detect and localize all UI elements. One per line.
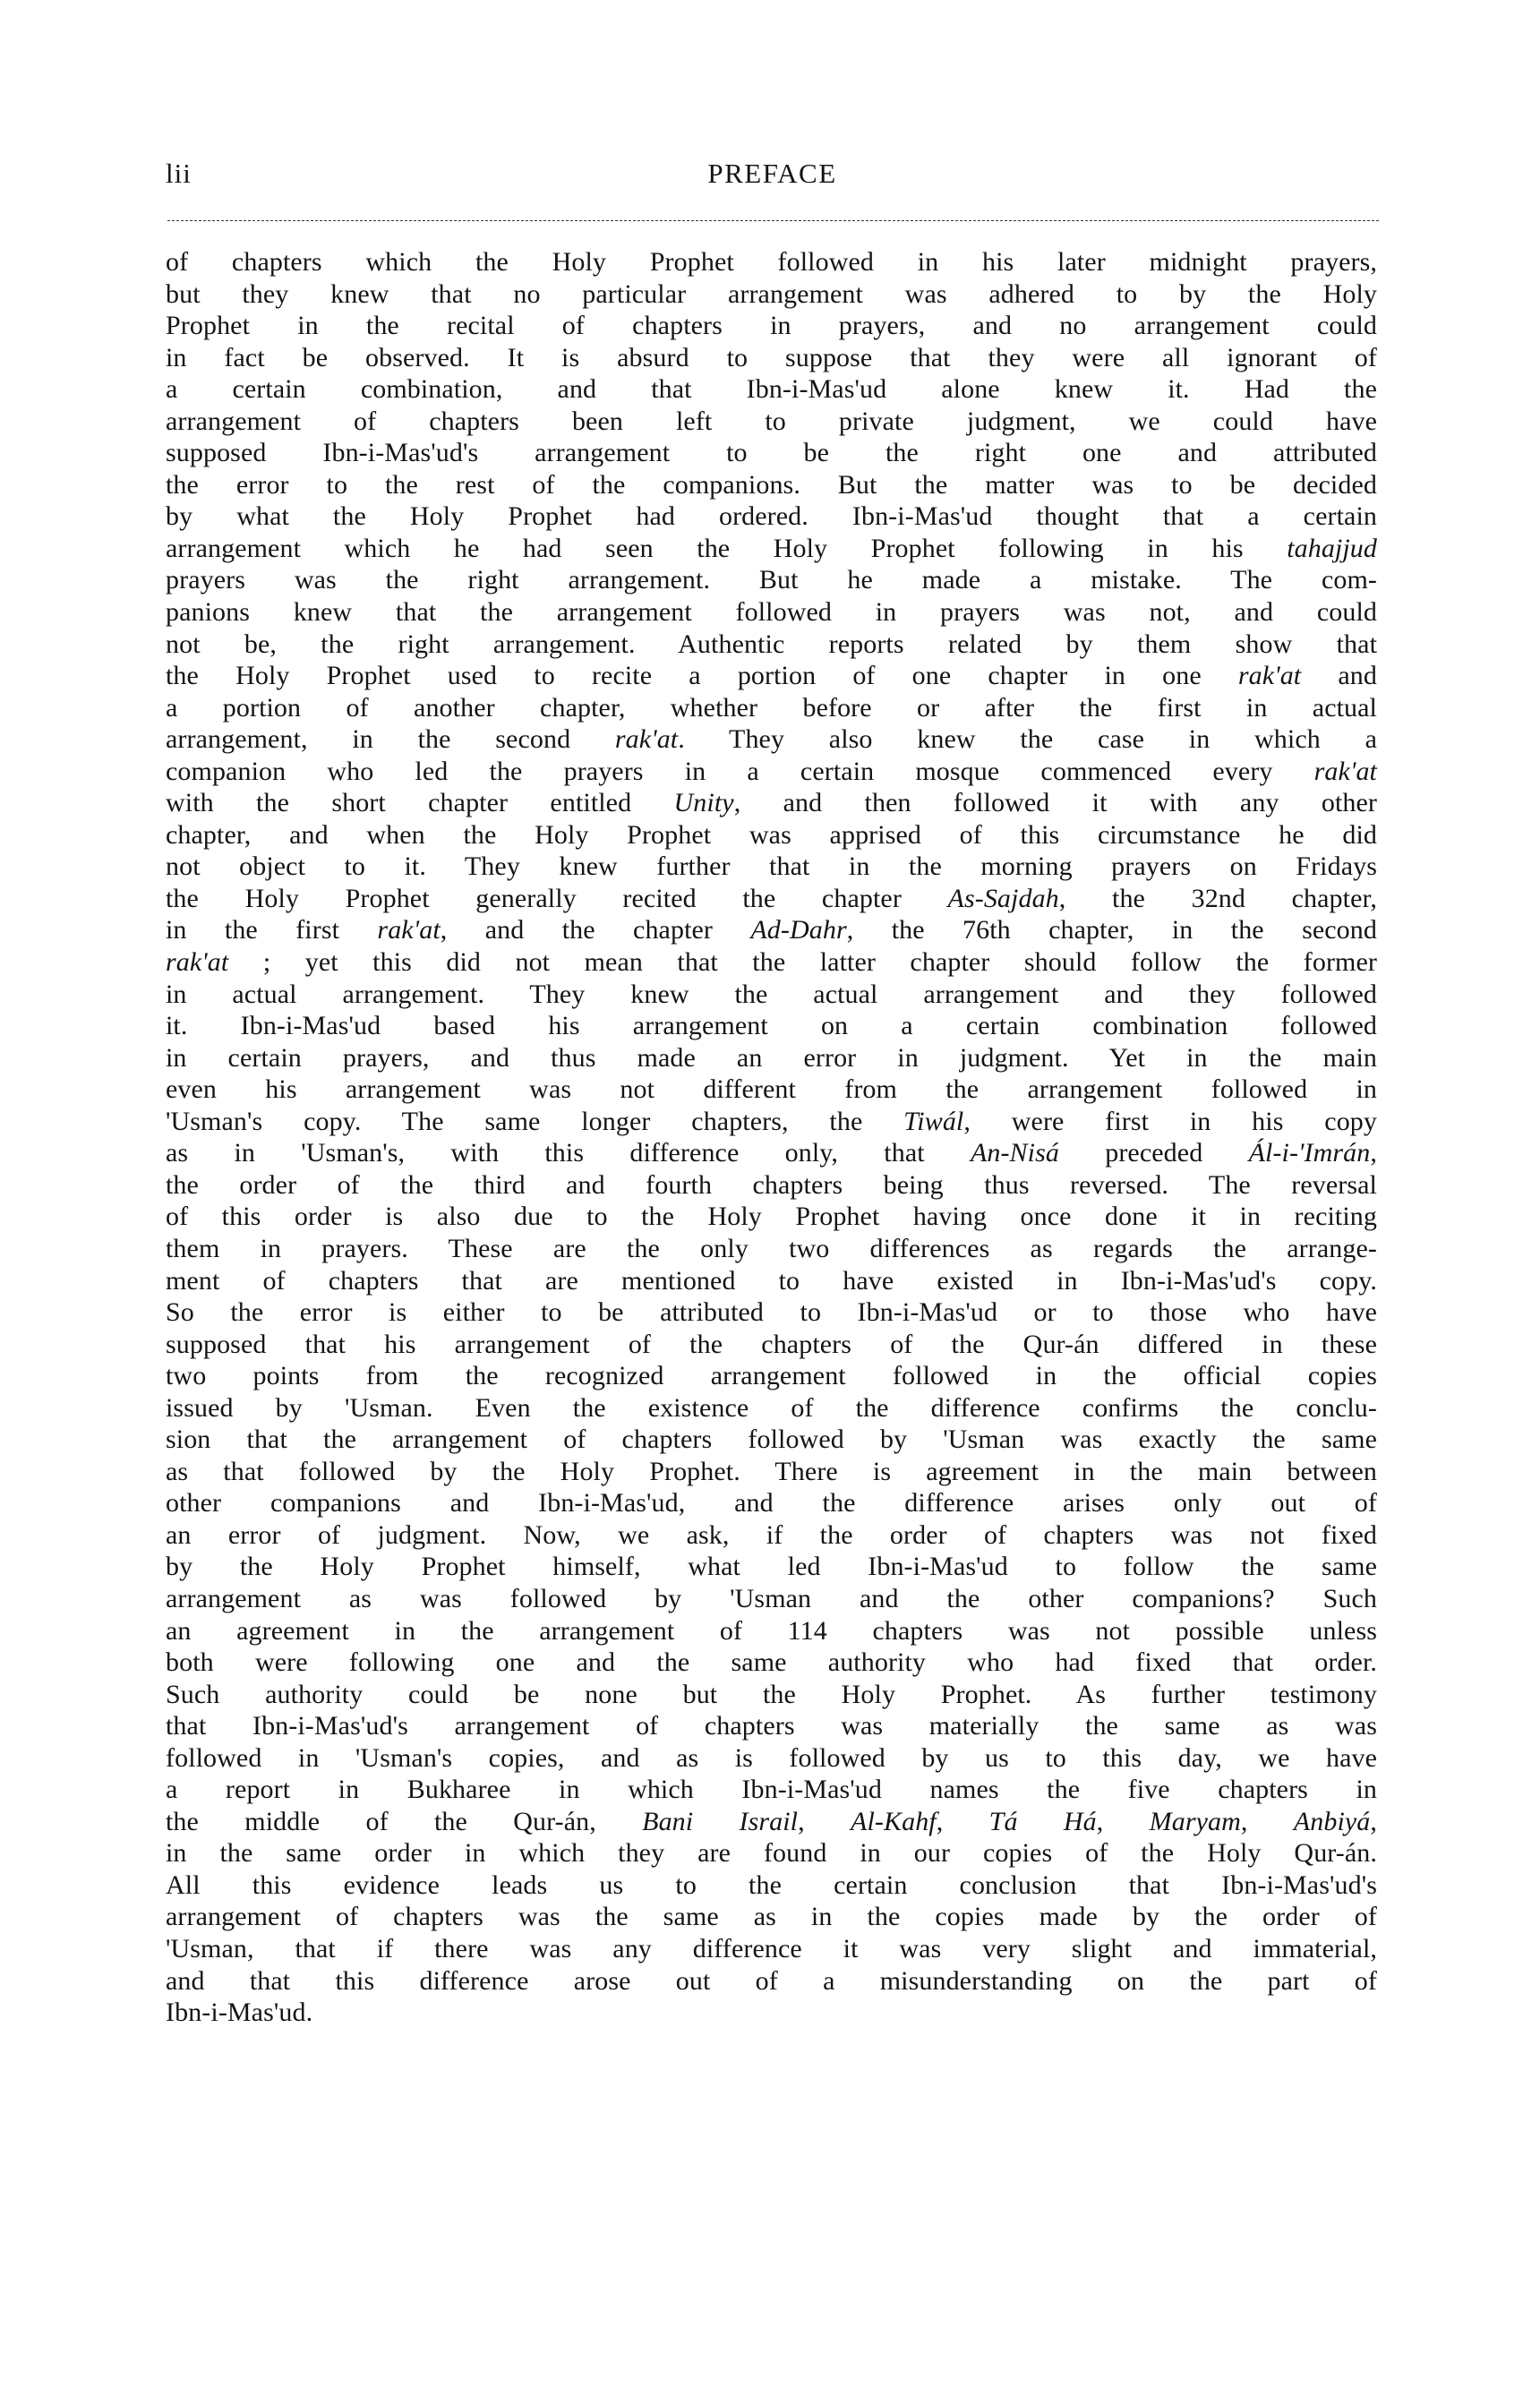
text-segment: of this order is also due to the Holy Prophet having once done it in reciting xyxy=(166,1202,1377,1232)
italic-term: An-Nisá xyxy=(970,1138,1059,1168)
text-segment: in fact be observed. It is absurd to suppose that they were all ignorant of xyxy=(166,342,1377,372)
text-segment: So the error is either to be attributed to Ibn-i-Mas'ud or to those who have xyxy=(166,1297,1377,1328)
text-segment: , xyxy=(936,1806,989,1836)
text-line xyxy=(166,1901,1377,1933)
text-line xyxy=(166,756,1377,788)
text-segment: , xyxy=(1096,1806,1150,1836)
text-segment: the middle of the Qur-án, xyxy=(166,1806,643,1836)
text-segment: of chapters which the Holy Prophet followed in his later midnight prayers, xyxy=(166,247,1377,277)
text-segment: ; yet this did not mean that the latter chapter should follow the former xyxy=(228,947,1377,978)
text-line xyxy=(166,564,1377,596)
text-segment: two points from the recognized arrangement followed in the official copies xyxy=(166,1361,1377,1391)
text-line xyxy=(166,1710,1377,1742)
text-segment: sion that the arrangement of chapters followed by 'Usman was exactly the same xyxy=(166,1424,1377,1455)
text-line xyxy=(166,533,1377,565)
text-segment: an agreement in the arrangement of 114 chapters was not possible unless xyxy=(166,1615,1377,1646)
text-line xyxy=(166,1551,1377,1583)
text-line xyxy=(166,1201,1377,1233)
italic-term: Tá Há xyxy=(988,1806,1097,1836)
text-segment: as that followed by the Holy Prophet. There is agreement in the main between xyxy=(166,1456,1377,1486)
text-line xyxy=(166,1265,1377,1297)
text-line xyxy=(166,1074,1377,1106)
text-line xyxy=(166,1296,1377,1329)
text-segment: , were first in his copy xyxy=(963,1106,1377,1136)
text-segment: in the same order in which they are found in our copies of the Holy Qur-án. xyxy=(166,1838,1377,1869)
text-line xyxy=(166,1869,1377,1902)
text-segment: . They also knew the case in which a xyxy=(678,724,1377,755)
text-segment: issued by 'Usman. Even the existence of the difference confirms the conclu- xyxy=(166,1392,1377,1423)
text-line xyxy=(166,1997,1377,2029)
text-line xyxy=(166,819,1377,851)
text-segment: both were following one and the same authority who had fixed that order. xyxy=(166,1647,1377,1678)
text-line xyxy=(166,787,1377,819)
italic-term: Maryam xyxy=(1149,1806,1241,1836)
text-segment: by what the Holy Prophet had ordered. Ibn-i-Mas'ud thought that a certain xyxy=(166,501,1377,532)
text-segment: Such authority could be none but the Holy Prophet. As further testimony xyxy=(166,1679,1377,1709)
text-line xyxy=(166,1137,1377,1169)
text-segment: followed in 'Usman's copies, and as is followed by us to this day, we have xyxy=(166,1742,1377,1773)
italic-term: rak'at xyxy=(166,947,229,978)
text-segment: and that this difference arose out of a misunderstanding on the part of xyxy=(166,1965,1377,1996)
text-line xyxy=(166,246,1377,278)
text-segment: arrangement, in the second xyxy=(166,724,615,755)
text-line xyxy=(166,914,1377,946)
text-segment: it. Ibn-i-Mas'ud based his arrangement on a certain combination followed xyxy=(166,1011,1377,1041)
text-line xyxy=(166,1742,1377,1775)
text-segment: the order of the third and fourth chapters being thus reversed. The reversal xyxy=(166,1169,1377,1200)
text-segment: companion who led the prayers in a certain mosque commenced every xyxy=(166,756,1314,786)
text-segment: , xyxy=(798,1806,851,1836)
text-line xyxy=(166,1519,1377,1552)
text-segment: the error to the rest of the companions. But the matter was to be decided xyxy=(166,469,1377,500)
text-segment: , the 76th chapter, in the second xyxy=(846,915,1377,945)
text-segment: prayers was the right arrangement. But he made a mistake. The com- xyxy=(166,565,1377,595)
text-segment: that Ibn-i-Mas'ud's arrangement of chapters was materially the same as was xyxy=(166,1711,1377,1741)
text-segment: ment of chapters that are mentioned to have existed in Ibn-i-Mas'ud's copy. xyxy=(166,1265,1377,1296)
text-segment: the Holy Prophet generally recited the chapter xyxy=(166,883,948,913)
text-segment: even his arrangement was not different from the arrangement followed in xyxy=(166,1074,1377,1105)
italic-term: Anbiyá xyxy=(1293,1806,1371,1836)
text-line xyxy=(166,1965,1377,1998)
text-segment: with the short chapter entitled xyxy=(166,788,674,818)
text-line xyxy=(166,1933,1377,1965)
text-line xyxy=(166,342,1377,374)
page-header xyxy=(166,154,1379,193)
text-segment: arrangement of chapters been left to private judgment, we could have xyxy=(166,406,1377,436)
text-segment: by the Holy Prophet himself, what led Ibn-i-Mas'ud to follow the same xyxy=(166,1552,1377,1582)
text-segment: , xyxy=(1240,1806,1294,1836)
text-line xyxy=(166,1837,1377,1869)
text-line xyxy=(166,851,1377,883)
italic-term: rak'at xyxy=(1237,661,1302,691)
text-line xyxy=(166,629,1377,661)
text-segment: and xyxy=(1301,661,1377,691)
text-segment: in actual arrangement. They knew the actual arrangement and they followed xyxy=(166,979,1377,1009)
italic-term: tahajjud xyxy=(1287,533,1377,563)
text-line xyxy=(166,310,1377,342)
text-line xyxy=(166,1106,1377,1138)
italic-term: rak'at xyxy=(377,915,441,945)
text-segment: , xyxy=(1370,1806,1378,1836)
text-line xyxy=(166,1487,1377,1519)
text-line xyxy=(166,596,1377,629)
body-text xyxy=(166,246,1377,2029)
text-segment: an error of judgment. Now, we ask, if the order of chapters was not fixed xyxy=(166,1519,1377,1550)
text-line xyxy=(166,692,1377,724)
italic-term: Bani Israil xyxy=(642,1806,799,1836)
text-line xyxy=(166,373,1377,406)
italic-term: As-Sajdah xyxy=(947,883,1059,913)
text-line xyxy=(166,1169,1377,1202)
text-line xyxy=(166,979,1377,1011)
text-segment: the Holy Prophet used to recite a portion of one chapter in one xyxy=(166,661,1238,691)
text-line xyxy=(166,1392,1377,1424)
text-line xyxy=(166,1774,1377,1806)
text-line xyxy=(166,660,1377,692)
text-line xyxy=(166,1679,1377,1711)
text-segment: preceded xyxy=(1058,1138,1249,1168)
italic-term: Ál-i-'Imrán xyxy=(1248,1138,1371,1168)
italic-term: Ad-Dahr xyxy=(750,915,847,945)
text-line xyxy=(166,1360,1377,1392)
text-line xyxy=(166,723,1377,756)
text-segment: arrangement which he had seen the Holy Prophet following in his xyxy=(166,533,1288,563)
text-line xyxy=(166,278,1377,311)
header-rule xyxy=(167,220,1379,221)
text-line xyxy=(166,1010,1377,1042)
text-line xyxy=(166,1647,1377,1679)
italic-term: rak'at xyxy=(614,724,679,755)
text-segment: supposed Ibn-i-Mas'ud's arrangement to be the right one and attributed xyxy=(166,438,1377,468)
text-segment: All this evidence leads us to the certain conclusion that Ibn-i-Mas'ud's xyxy=(166,1869,1377,1900)
text-line xyxy=(166,1456,1377,1488)
text-segment: chapter, and when the Holy Prophet was apprised of this circumstance he did xyxy=(166,819,1377,850)
text-segment: not be, the right arrangement. Authentic reports related by them show that xyxy=(166,629,1377,659)
text-line xyxy=(166,469,1377,501)
text-segment: 'Usman, that if there was any difference it was very slight and immaterial, xyxy=(166,1933,1377,1963)
text-segment: arrangement as was followed by 'Usman and the other companions? Such xyxy=(166,1583,1377,1613)
text-segment: Ibn-i-Mas'ud. xyxy=(166,1998,313,2028)
text-segment: as in 'Usman's, with this difference only, that xyxy=(166,1138,971,1168)
text-line xyxy=(166,1806,1377,1838)
text-line xyxy=(166,883,1377,915)
text-segment: not object to it. They knew further that in the morning prayers on Fridays xyxy=(166,851,1377,882)
text-line xyxy=(166,406,1377,438)
italic-term: Al-Kahf xyxy=(851,1806,937,1836)
text-line xyxy=(166,1329,1377,1361)
text-segment: , xyxy=(1370,1138,1377,1168)
running-title: PREFACE xyxy=(707,158,837,189)
text-segment: other companions and Ibn-i-Mas'ud, and the difference arises only out of xyxy=(166,1488,1377,1519)
text-line xyxy=(166,1233,1377,1265)
text-line xyxy=(166,1583,1377,1615)
text-segment: , and then followed it with any other xyxy=(733,788,1377,818)
page-number: lii xyxy=(166,158,192,189)
text-line xyxy=(166,437,1377,469)
text-segment: a certain combination, and that Ibn-i-Mas'ud alone knew it. Had the xyxy=(166,374,1377,405)
text-line xyxy=(166,1615,1377,1647)
text-segment: a report in Bukharee in which Ibn-i-Mas'ud names the five chapters in xyxy=(166,1775,1377,1805)
italic-term: Unity xyxy=(673,788,734,818)
text-segment: a portion of another chapter, whether before or after the first in actual xyxy=(166,692,1377,723)
text-segment: supposed that his arrangement of the chapters of the Qur-án differed in these xyxy=(166,1329,1377,1359)
text-segment: 'Usman's copy. The same longer chapters, the xyxy=(166,1106,904,1136)
text-line xyxy=(166,946,1377,979)
text-line xyxy=(166,500,1377,533)
text-segment: panions knew that the arrangement followed in prayers was not, and could xyxy=(166,597,1377,628)
italic-term: Tiwál xyxy=(903,1106,964,1136)
text-segment: in the first xyxy=(166,915,378,945)
text-segment: them in prayers. These are the only two differences as regards the arrange- xyxy=(166,1233,1377,1263)
italic-term: rak'at xyxy=(1313,756,1377,786)
text-segment: arrangement of chapters was the same as in the copies made by the order of xyxy=(166,1902,1377,1932)
text-line xyxy=(166,1042,1377,1074)
text-segment: in certain prayers, and thus made an error in judgment. Yet in the main xyxy=(166,1042,1377,1073)
text-line xyxy=(166,1424,1377,1456)
text-segment: , and the chapter xyxy=(440,915,751,945)
text-segment: Prophet in the recital of chapters in prayers, and no arrangement could xyxy=(166,311,1377,341)
text-segment: , the 32nd chapter, xyxy=(1058,883,1378,913)
text-segment: but they knew that no particular arrangement was adhered to by the Holy xyxy=(166,278,1377,309)
